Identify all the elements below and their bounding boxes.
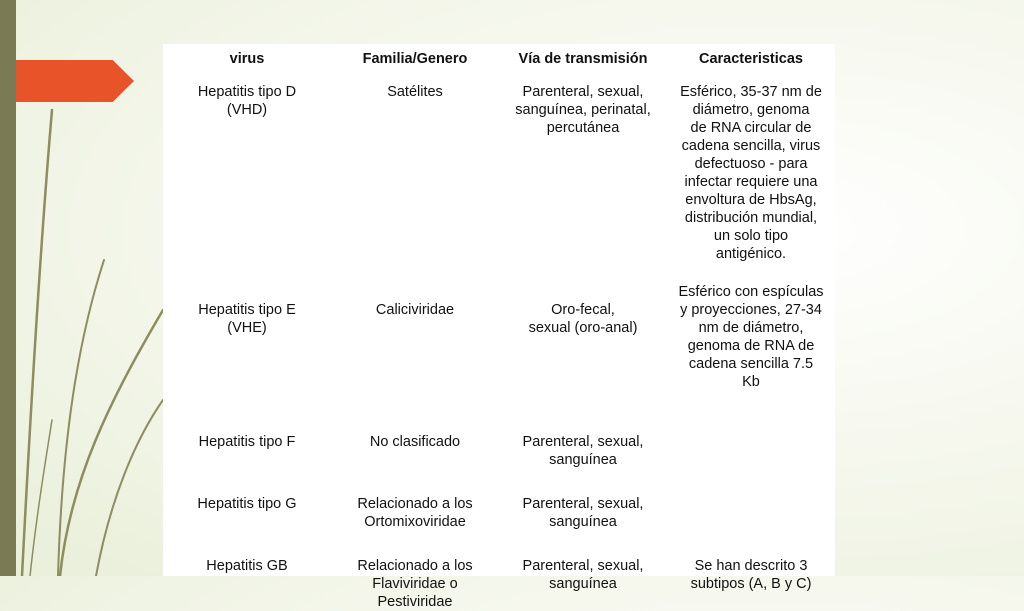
cell-via: Parenteral, sexual, sanguínea (522, 496, 644, 530)
header-familia-genero: Familia/Genero (362, 51, 468, 67)
cell-caracteristicas: Esférico, 35-37 nm de diámetro, genoma de RNA circular de cadena sencilla, virus defectuoso - para infectar requiere una envoltura de HbsAg, distribución mundial, un solo tipo antigénico. (680, 84, 822, 262)
decor-curve-4 (96, 400, 163, 576)
cell-caracteristicas: Esférico con espículas y proyecciones, 27-34 nm de diámetro, genoma de RNA de cadena sencilla 7.5 Kb (678, 284, 824, 390)
virus-table (163, 44, 835, 611)
cell-caracteristicas (667, 491, 835, 553)
cell-via: Parenteral, sexual, sanguínea (522, 434, 644, 468)
cell-virus: Hepatitis tipo D (VHD) (197, 84, 297, 118)
decor-curve-3 (60, 310, 163, 576)
table-row (163, 429, 835, 491)
cell-familia: No clasificado (369, 434, 461, 450)
table-row (163, 553, 835, 611)
table-row (163, 491, 835, 553)
table-row (163, 80, 835, 283)
virus-table-panel (163, 44, 835, 610)
cell-virus: Hepatitis tipo F (198, 434, 296, 450)
table-row (163, 283, 835, 429)
cell-familia: Relacionado a los Ortomixoviridae (357, 496, 473, 530)
cell-caracteristicas: Se han descrito 3 subtipos (A, B y C) (690, 558, 812, 592)
decor-curve-1 (22, 110, 52, 576)
decor-curve-2 (58, 260, 104, 576)
table-header-row (163, 44, 835, 80)
cell-caracteristicas (667, 429, 835, 491)
header-virus: virus (229, 51, 265, 67)
cell-via: Parenteral, sexual, sanguínea, perinatal, percutánea (515, 84, 651, 136)
cell-via: Oro-fecal, sexual (oro-anal) (528, 302, 638, 336)
cell-virus: Hepatitis GB (206, 558, 288, 574)
cell-virus: Hepatitis tipo E (VHE) (198, 302, 296, 336)
cell-familia: Satélites (387, 84, 443, 100)
cell-virus: Hepatitis tipo G (197, 496, 297, 512)
decor-curve-5 (30, 420, 52, 576)
cell-via: Parenteral, sexual, sanguínea (522, 558, 644, 592)
header-via-transmision: Vía de transmisión (518, 51, 648, 67)
header-caracteristicas: Caracteristicas (699, 51, 803, 67)
cell-familia: Caliciviridae (375, 302, 455, 318)
cell-familia: Relacionado a los Flaviviridae o Pestiviridae (357, 558, 473, 610)
